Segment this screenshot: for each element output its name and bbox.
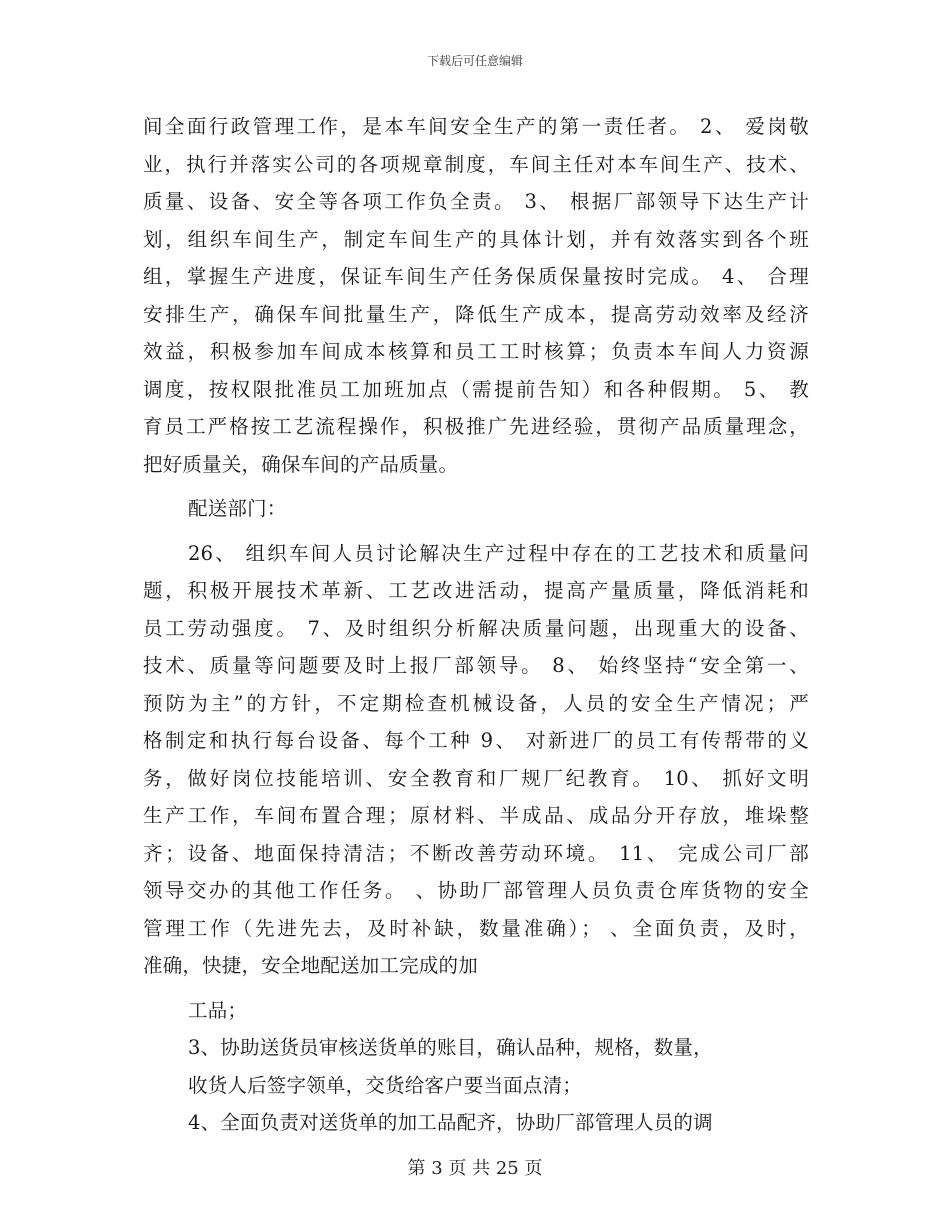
- body-line: 务，做好岗位技能培训、安全教育和厂规厂纪教育。 10、 抓好文明: [143, 766, 809, 790]
- body-line: 效益，积极参加车间成本核算和员工工时核算；负责本车间人力资源: [143, 340, 809, 363]
- body-line: 质量、设备、安全等各项工作负全责。 3、 根据厂部领导下达生产计: [143, 190, 809, 213]
- body-line: 技术、质量等问题要及时上报厂部领导。 8、 始终坚持“安全第一、: [143, 654, 809, 677]
- body-line: 调度，按权限批准员工加班加点（需提前告知）和各种假期。 5、 教: [143, 377, 809, 401]
- body-line: 把好质量关，确保车间的产品质量。: [143, 452, 459, 476]
- body-line: 组，掌握生产进度，保证车间生产任务保质保量按时完成。 4、 合理: [143, 265, 809, 288]
- body-line: 安排生产，确保车间批量生产，降低生产成本，提高劳动效率及经济: [143, 302, 809, 326]
- body-line: 领导交办的其他工作任务。 、协助厂部管理人员负责仓库货物的安全: [143, 879, 809, 902]
- page-header: 下载后可任意编辑: [426, 54, 523, 68]
- body-line: 员工劳动强度。 7、及时组织分析解决质量问题，出现重大的设备、: [143, 616, 809, 640]
- page-number: 第 3 页 共 25 页: [407, 1158, 543, 1179]
- body-line: 工品；: [188, 998, 248, 1022]
- body-line: 育员工严格按工艺流程操作，积极推广先进经验，贯彻产品质量理念，: [143, 415, 809, 438]
- body-line: 题，积极开展技术革新、工艺改进活动，提高产量质量，降低消耗和: [143, 579, 809, 602]
- body-line: 4、全面负责对送货单的加工品配齐，协助厂部管理人员的调: [188, 1111, 713, 1134]
- body-line: 齐；设备、地面保持清洁；不断改善劳动环境。 11、 完成公司厂部: [143, 841, 809, 865]
- body-line: 准确，快捷，安全地配送加工完成的加: [143, 954, 478, 977]
- body-line: 划，组织车间生产，制定车间生产的具体计划，并有效落实到各个班: [143, 227, 809, 251]
- body-line: 26、 组织车间人员讨论解决生产过程中存在的工艺技术和质量问: [188, 541, 809, 565]
- body-line: 格制定和执行每台设备、每个工种 9、 对新进厂的员工有传帮带的义: [143, 729, 809, 752]
- body-line: 管理工作（先进先去，及时补缺，数量准确）； 、全面负责，及时，: [143, 916, 809, 940]
- body-line: 生产工作，车间布置合理；原材料、半成品、成品分开存放，堆垛整: [143, 804, 809, 827]
- body-line: 3、协助送货员审核送货单的账目，确认品种，规格，数量，: [188, 1036, 713, 1059]
- body-line: 收货人后签字领单，交货给客户要当面点清；: [188, 1073, 583, 1097]
- body-line: 预防为主”的方针，不定期检查机械设备，人员的安全生产情况；严: [143, 691, 809, 715]
- section-heading: 配送部门：: [188, 497, 287, 520]
- document-body: [143, 108, 809, 1142]
- body-line: 间全面行政管理工作，是本车间安全生产的第一责任者。 2、 爱岗敬: [143, 115, 809, 138]
- body-line: 业，执行并落实公司的各项规章制度，车间主任对本车间生产、技术、: [143, 152, 809, 176]
